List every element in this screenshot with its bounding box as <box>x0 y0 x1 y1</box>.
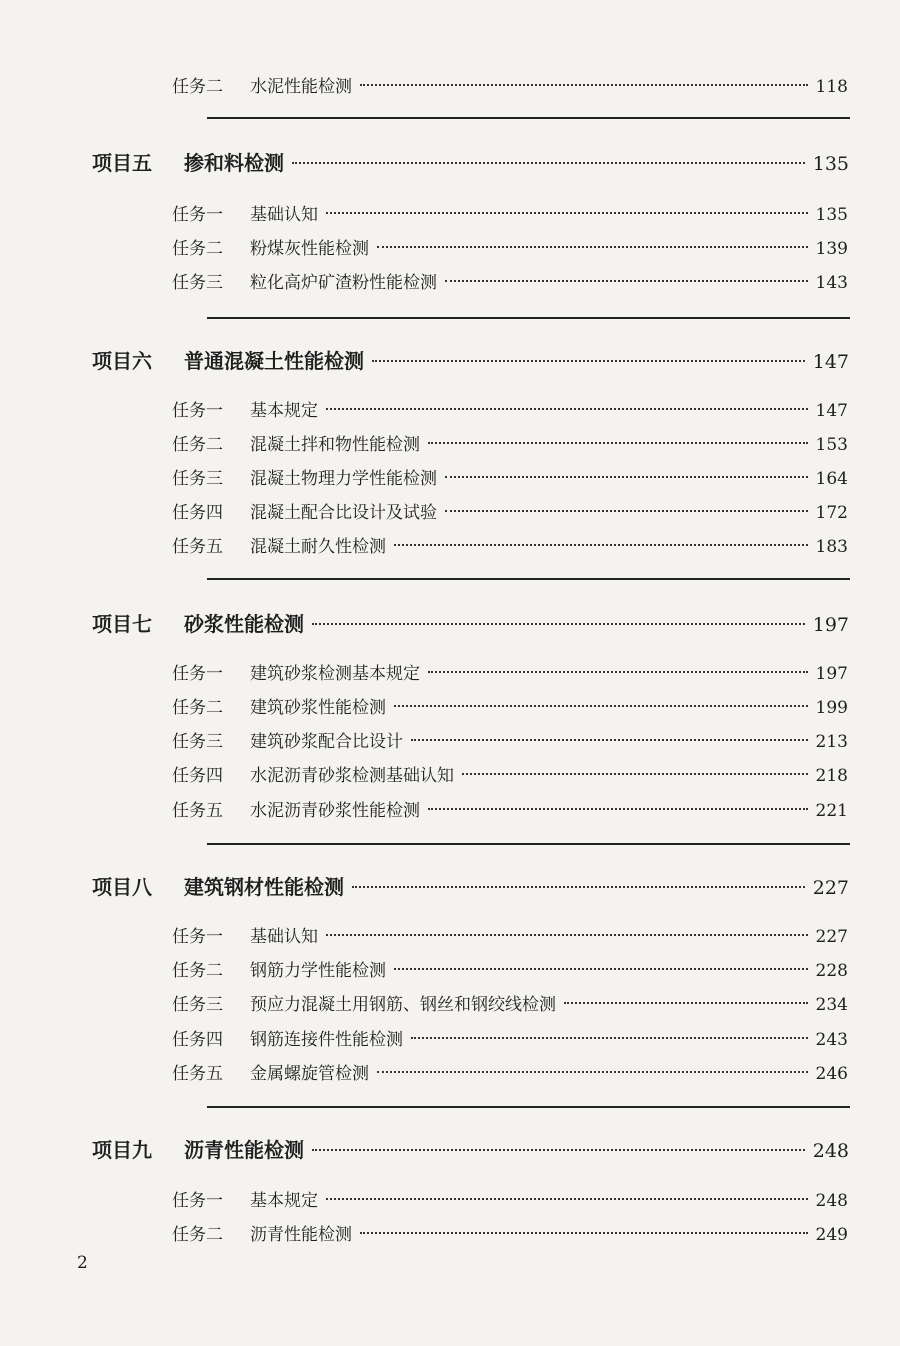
entry-title: 砂浆性能检测 <box>184 612 304 636</box>
dot-leader <box>394 705 808 707</box>
entry-title: 混凝土配合比设计及试验 <box>250 503 437 523</box>
toc-task-entry[interactable] <box>172 268 848 293</box>
toc-task-entry[interactable] <box>172 1186 848 1211</box>
entry-page-number: 143 <box>815 273 848 293</box>
entry-title: 预应力混凝土用钢筋、钢丝和钢绞线检测 <box>250 995 556 1015</box>
entry-title: 建筑砂浆检测基本规定 <box>250 664 420 684</box>
dot-leader <box>352 886 805 888</box>
entry-code: 任务二 <box>172 239 223 259</box>
toc-project-entry[interactable] <box>92 871 849 900</box>
entry-title: 普通混凝土性能检测 <box>184 349 364 373</box>
toc-project-entry[interactable] <box>92 147 849 176</box>
dot-leader <box>312 623 805 625</box>
dot-leader <box>312 1149 805 1151</box>
entry-code: 任务二 <box>172 1225 223 1245</box>
toc-project-entry[interactable] <box>92 1134 849 1163</box>
dot-leader <box>428 671 808 673</box>
section-divider <box>207 578 850 580</box>
dot-leader <box>428 808 808 810</box>
toc-task-entry[interactable] <box>172 396 848 421</box>
toc-task-entry[interactable] <box>172 498 848 523</box>
dot-leader <box>360 84 808 86</box>
entry-code: 任务三 <box>172 995 223 1015</box>
dot-leader <box>372 360 805 362</box>
entry-code: 任务一 <box>172 401 223 421</box>
toc-task-entry[interactable] <box>172 72 848 97</box>
entry-page-number: 213 <box>815 732 848 752</box>
entry-code: 项目五 <box>92 151 152 175</box>
dot-leader <box>377 1071 808 1073</box>
dot-leader <box>326 934 808 936</box>
dot-leader <box>445 476 808 478</box>
entry-page-number: 234 <box>815 995 848 1015</box>
entry-page-number: 135 <box>812 153 849 175</box>
entry-code: 任务五 <box>172 1064 223 1084</box>
entry-title: 钢筋力学性能检测 <box>250 961 386 981</box>
toc-task-entry[interactable] <box>172 693 848 718</box>
entry-title: 混凝土耐久性检测 <box>250 537 386 557</box>
dot-leader <box>326 1198 808 1200</box>
entry-page-number: 139 <box>815 239 848 259</box>
entry-page-number: 164 <box>815 469 848 489</box>
entry-title: 水泥性能检测 <box>250 77 352 97</box>
entry-title: 钢筋连接件性能检测 <box>250 1030 403 1050</box>
entry-title: 水泥沥青砂浆性能检测 <box>250 801 420 821</box>
entry-title: 混凝土拌和物性能检测 <box>250 435 420 455</box>
entry-code: 项目七 <box>92 612 152 636</box>
entry-code: 任务四 <box>172 766 223 786</box>
toc-task-entry[interactable] <box>172 922 848 947</box>
entry-title: 金属螺旋管检测 <box>250 1064 369 1084</box>
entry-title: 沥青性能检测 <box>184 1138 304 1162</box>
entry-title: 基本规定 <box>250 401 318 421</box>
entry-code: 任务五 <box>172 801 223 821</box>
entry-title: 水泥沥青砂浆检测基础认知 <box>250 766 454 786</box>
entry-code: 项目六 <box>92 349 152 373</box>
entry-page-number: 135 <box>815 205 848 225</box>
entry-page-number: 243 <box>815 1030 848 1050</box>
entry-code: 任务一 <box>172 664 223 684</box>
entry-page-number: 228 <box>815 961 848 981</box>
entry-code: 任务一 <box>172 1191 223 1211</box>
dot-leader <box>445 280 808 282</box>
dot-leader <box>326 408 808 410</box>
toc-task-entry[interactable] <box>172 1220 848 1245</box>
dot-leader <box>428 442 808 444</box>
entry-code: 任务二 <box>172 961 223 981</box>
entry-code: 项目九 <box>92 1138 152 1162</box>
entry-title: 建筑钢材性能检测 <box>184 875 344 899</box>
toc-task-entry[interactable] <box>172 430 848 455</box>
entry-title: 基础认知 <box>250 927 318 947</box>
entry-page-number: 248 <box>815 1191 848 1211</box>
entry-code: 任务一 <box>172 927 223 947</box>
dot-leader <box>394 544 808 546</box>
toc-task-entry[interactable] <box>172 1059 848 1084</box>
dot-leader <box>326 212 808 214</box>
entry-code: 任务三 <box>172 732 223 752</box>
toc-task-entry[interactable] <box>172 200 848 225</box>
dot-leader <box>360 1232 808 1234</box>
entry-code: 任务三 <box>172 273 223 293</box>
entry-page-number: 227 <box>812 877 849 899</box>
entry-code: 任务五 <box>172 537 223 557</box>
entry-page-number: 147 <box>812 351 849 373</box>
entry-title: 粒化高炉矿渣粉性能检测 <box>250 273 437 293</box>
entry-title: 建筑砂浆性能检测 <box>250 698 386 718</box>
entry-title: 基本规定 <box>250 1191 318 1211</box>
toc-task-entry[interactable] <box>172 956 848 981</box>
entry-page-number: 153 <box>815 435 848 455</box>
entry-code: 任务三 <box>172 469 223 489</box>
dot-leader <box>564 1002 808 1004</box>
dot-leader <box>292 162 805 164</box>
entry-page-number: 172 <box>815 503 848 523</box>
entry-title: 掺和料检测 <box>184 151 284 175</box>
toc-task-entry[interactable] <box>172 1025 848 1050</box>
entry-code: 项目八 <box>92 875 152 899</box>
entry-page-number: 249 <box>815 1225 848 1245</box>
dot-leader <box>411 1037 808 1039</box>
page-number: 2 <box>77 1253 88 1273</box>
toc-task-entry[interactable] <box>172 659 848 684</box>
toc-project-entry[interactable] <box>92 345 849 374</box>
entry-code: 任务二 <box>172 77 223 97</box>
dot-leader <box>394 968 808 970</box>
entry-page-number: 218 <box>815 766 848 786</box>
entry-title: 沥青性能检测 <box>250 1225 352 1245</box>
entry-page-number: 197 <box>812 614 849 636</box>
entry-code: 任务四 <box>172 503 223 523</box>
entry-title: 粉煤灰性能检测 <box>250 239 369 259</box>
entry-title: 基础认知 <box>250 205 318 225</box>
section-divider <box>207 317 850 319</box>
dot-leader <box>462 773 808 775</box>
entry-page-number: 183 <box>815 537 848 557</box>
entry-page-number: 246 <box>815 1064 848 1084</box>
dot-leader <box>411 739 808 741</box>
toc-task-entry[interactable] <box>172 727 848 752</box>
section-divider <box>207 843 850 845</box>
entry-page-number: 147 <box>815 401 848 421</box>
entry-title: 混凝土物理力学性能检测 <box>250 469 437 489</box>
toc-task-entry[interactable] <box>172 532 848 557</box>
entry-code: 任务四 <box>172 1030 223 1050</box>
entry-page-number: 221 <box>815 801 848 821</box>
section-divider <box>207 1106 850 1108</box>
toc-task-entry[interactable] <box>172 990 848 1015</box>
entry-page-number: 197 <box>815 664 848 684</box>
toc-task-entry[interactable] <box>172 234 848 259</box>
entry-page-number: 118 <box>815 77 848 97</box>
entry-code: 任务二 <box>172 698 223 718</box>
dot-leader <box>377 246 808 248</box>
dot-leader <box>445 510 808 512</box>
entry-title: 建筑砂浆配合比设计 <box>250 732 403 752</box>
entry-page-number: 227 <box>815 927 848 947</box>
section-divider <box>207 117 850 119</box>
entry-code: 任务一 <box>172 205 223 225</box>
toc-task-entry[interactable] <box>172 761 848 786</box>
toc-task-entry[interactable] <box>172 796 848 821</box>
entry-code: 任务二 <box>172 435 223 455</box>
toc-project-entry[interactable] <box>92 608 849 637</box>
entry-page-number: 199 <box>815 698 848 718</box>
toc-task-entry[interactable] <box>172 464 848 489</box>
entry-page-number: 248 <box>812 1140 849 1162</box>
